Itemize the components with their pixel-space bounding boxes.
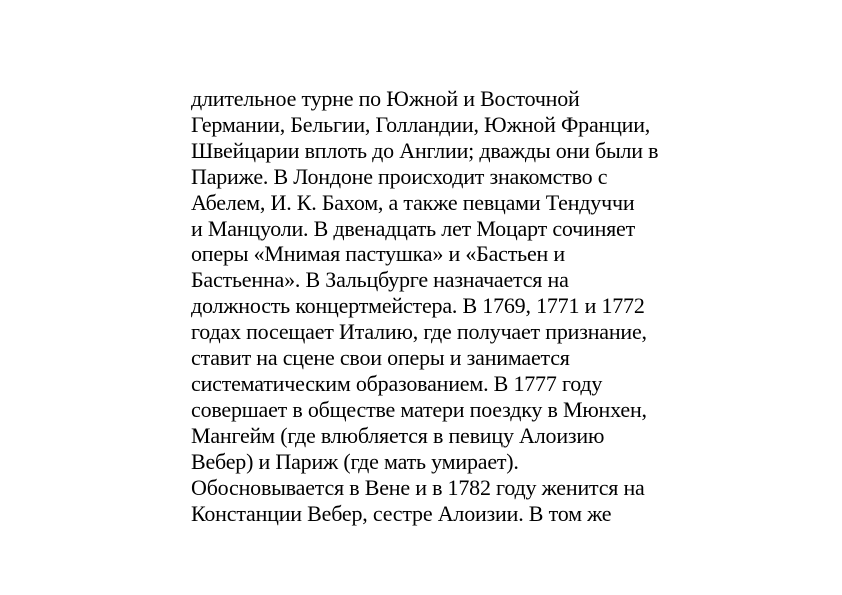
text-line: совершает в обществе матери поездку в Мюнхен, — [191, 396, 647, 422]
text-line: должность концертмейстера. В 1769, 1771 и 1772 — [191, 293, 645, 319]
body-text — [191, 86, 691, 526]
text-line: ставит на сцене свои оперы и занимается — [191, 345, 570, 371]
text-line: годах посещает Италию, где получает признание, — [191, 319, 647, 345]
text-line: Бастьенна». В Зальцбурге назначается на — [191, 267, 569, 293]
text-line: длительное турне по Южной и Восточной — [191, 86, 580, 111]
text-line: Швейцарии вплоть до Англии; дважды они были в — [191, 137, 659, 163]
text-line: Констанции Вебер, сестре Алоизии. В том же — [191, 500, 612, 526]
text-line: Германии, Бельгии, Голландии, Южной Франции, — [191, 111, 651, 137]
text-line: Вебер) и Париж (где мать умирает). — [191, 448, 519, 474]
text-line: и Манцуоли. В двенадцать лет Моцарт сочиняет — [191, 215, 636, 241]
text-line: Париже. В Лондоне происходит знакомство с — [191, 163, 608, 189]
text-line: Абелем, И. К. Бахом, а также певцами Тендуччи — [191, 189, 635, 215]
text-line: Мангейм (где влюбляется в певицу Алоизию — [191, 422, 605, 448]
text-line: оперы «Мнимая пастушка» и «Бастьен и — [191, 241, 565, 267]
text-line: Обосновывается в Вене и в 1782 году женится на — [191, 474, 645, 500]
text-line: систематическим образованием. В 1777 году — [191, 370, 603, 396]
